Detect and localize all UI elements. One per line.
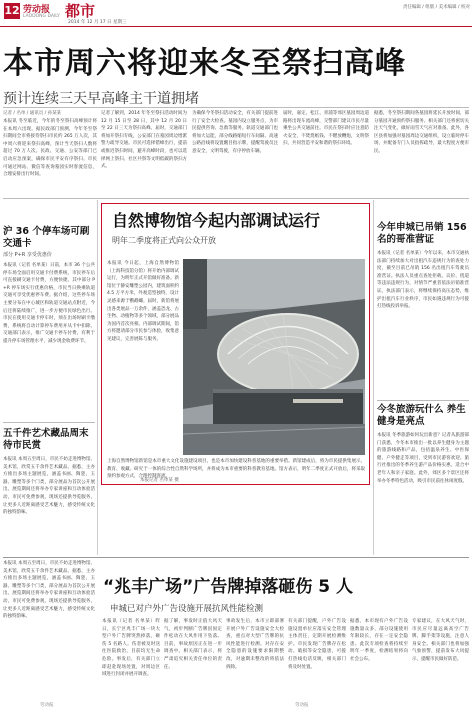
left-story2-headline: 五千件艺术藏品周末待市民赏 (3, 428, 89, 451)
divider (3, 107, 469, 108)
photo-caption: 本报记者 名单某 摄 (140, 478, 179, 483)
museum-photo (183, 259, 365, 455)
bottom-column-3: 事故发生后，本市立即部署开展户外广告设施安全大检查，重点对大型广告牌的抗风性能进行检测。对存在安全隐患的设施要求限期整改，对逾期未整改的将依法拆除。 (226, 619, 284, 670)
left-story2-body: 本报讯 本周五至周日，市民不妨走进博物馆、美术馆，欣赏五千余件艺术藏品。据悉，主办方推出多场主题展览，涵盖书画、陶瓷、玉器、雕塑等多个门类，部分展品为首次公开展出。展览期间还将举办专家讲座和互动体验活动，市民可免费参观，现场还提供导览服务，让更多人近距离感受艺术魅力，感受传统文化的独特韵味。 (3, 457, 95, 516)
lead-column-4: 届时，嘉定、松江、青浦等郊区墓园周边道路将出现车流高峰，交警部门建议市民尽量乘坐公共交通前往。市民在祭扫时应注意防火安全，不焚烧纸钱、不燃放鞭炮，文明祭扫，共同营造平安和谐的祭扫环境。 (283, 111, 369, 147)
lead-headline: 本市周六将迎来冬至祭扫高峰 (3, 46, 406, 81)
left-story2-continued: 本报讯 本周五至周日，市民不妨走进博物馆、美术馆，欣赏五千余件艺术藏品。据悉，主办方推出多场主题展览，涵盖书画、陶瓷、玉器、雕塑等多个门类，部分展品为首次公开展出。展览期间还将举办专家讲座和互动体验活动，市民可免费参观，现场还提供导览服务，让更多人近距离感受艺术魅力，感受传统文化的独特韵味。 (3, 561, 95, 620)
bottom-headline: “兆丰广场”广告牌掉落砸伤 5 人 (103, 577, 354, 597)
right-story2-body: 本报讯 冬季旅游如何玩出新意？记者从旅游部门获悉，今冬本市推出一批以养生健身为主题的旅游线路和产品，包括温泉养生、中医保健、户外健走等项目，受到市民游客欢迎。旅行社推出的冬季养生游产品价格实惠，适合中老年人和亲子家庭。此外，郊区多个景区还将举办冬季特色活动，吸引市民前往休闲度假。 (377, 433, 469, 484)
left-story1-headline: 沪 36 个停车场可刷交通卡 (3, 226, 90, 249)
bottom-column-2: 据了解，事发时正值大风天气，初步判断广告牌因固定件松动在大风作用下坠落。目前，事故原因正在进一步调查中。相关部门表示，将严肃追究相关责任单位的责任。 (164, 619, 222, 670)
issue-date: 2014 年 12 月 17 日 星期三 (68, 20, 127, 25)
lead-subheadline: 预计连续三天早高峰主干道拥堵 (3, 91, 199, 107)
editor-credits: 责任编辑 / 组版 / 美术编辑 / 校对 (402, 5, 470, 10)
boxed-headline: 自然博物馆今起内部调试运行 (112, 211, 321, 230)
lead-column-3: 为确保今冬祭扫活动安全，有关部门提前进行了安全大检查。墓园内设立服务点，为市民提供咨询、急救等服务。轨道交通部门也将加大运能，部分线路缩短行车间隔。高速公路沿线将设置醒目指示牌，提醒驾驶员注意安全，文明驾驶，有序停放车辆。 (192, 111, 278, 154)
museum-photo-illustration (183, 259, 365, 455)
column-rule (97, 200, 98, 555)
boxed-subheadline: 明年二季度将正式向公众开放 (112, 236, 216, 245)
lead-column-5: 据悉，冬至祭扫期间各墓园将延长开放时间，部分墓园开通预约祭扫服务。相关部门还将密切关注天气变化，做好雨雪天气应对准备。此外，各区县将加强对墓园周边交通组织，设立临时停车场，并配备专门人员指挥疏导，最大程度方便市民。 (374, 111, 469, 154)
section-title: 都市 (65, 2, 96, 20)
left-story1-subheadline: 部分 P+R 享受优惠价 (3, 252, 52, 258)
lead-byline: 记者 / 名单 / 通讯员 / 孙某某 (3, 111, 62, 116)
paper-name-en: LAODONG DAILY (23, 14, 60, 19)
bottom-column-1: 本报讯（记者 名单某）昨日，长宁区兆丰广场一块大型户外广告牌突然掉落，砸伤 5 名路人。伤者被及时送往医院救治，目前均无生命危险。事发后，有关部门立即赶赴现场处置，对周边区域进行封闭并展开调查。 (102, 619, 160, 678)
lead-column-2: 记者了解到，2014 年冬至祭扫活动时间为 12 月 15 日至 28 日，其中 12 月 20 日至 22 日三天为祭扫高峰。届时，交通部门将加开祭扫专线，公安部门在墓园周边增派警力疏导交通。市民可选择错峰出行，提前或推迟祭扫时间，避开高峰时段，也可以选择网上祭扫、社区共祭等文明低碳的祭扫方式。 (101, 111, 187, 170)
divider (3, 422, 95, 423)
boxed-body-bottom: 上海自然博物馆新馆是本市重大文化设施建设项目，也是本市加快建设科普基地的重要举措。新馆建成后，将为市民提供集展示、教育、收藏、研究于一体的综合性自然科学场所，并将成为本市重要的科普教育基地。馆方表示，明年二季度正式开放后，将采取预约参观方式，合理控制客流。 (107, 459, 365, 480)
bottom-subheadline: 申城已对户外广告设施开展抗风性能检测 (110, 604, 264, 614)
boxed-body-left: 本报讯 今日起，上海自然博物馆（上海科技馆分馆）将开始内部调试运行，为明年正式开馆做好准备。新馆位于静安雕塑公园内，建筑面积约 4.5 万平方米，外观造型独特，设计灵感来源于鹦鹉螺。届时，新馆将展出各类展品一万余件，涵盖恐龙、古生物、动植物等多个领域，部分展品为国内首次亮相。内部调试期间，馆方将邀请部分市民参与体验，收集意见建议，完善展陈与服务。 (107, 261, 179, 342)
lead-column-1: 本报讯 冬至临近，今年的冬至祭扫高峰预计将在本周六出现。据民政部门预测，今年冬至祭扫期间全市将接待祭扫市民约 265 万人次，其中周六将迎来祭扫高峰，预计当天祭扫人数将超过 70 万人次。民政、交通、公安等部门已启动应急预案，确保市民平安有序祭扫。市民可通过网站、微信等查询墓园实时客流信息，合理安排出行时间。 (3, 119, 97, 178)
bottom-column-6: 专家建议，在大风天气时，市民应尽量远离高空广告牌、脚手架等设施，注意人身安全。相关部门也将加强气象预警，提前发布大风提示，提醒市民做好防范。 (412, 619, 469, 662)
right-story1-body: 本报讯（记者 名单某）今年以来，本市交通执法部门持续加大对出租汽车违规行为的查处力度，截至目前已吊销 156 名出租汽车驾驶员准营证。执法人员重点查处拒载、议价、绕道等违法违规行为，对情节严重者依法吊销准营证。执法部门表示，将继续保持高压态势，维护出租汽车行业秩序，市民如遇违规行为可拨打热线投诉举报。 (377, 251, 469, 310)
right-story2-headline: 今冬旅游玩什么 养生健身是亮点 (377, 404, 466, 427)
page-number: 12 (4, 4, 20, 17)
column-rule (373, 200, 374, 555)
divider (3, 198, 469, 199)
bottom-column-4: 有关部门提醒，户外广告设施设置单位应落实安全管理主体责任，定期开展检测维护。市民发现广告牌存在松动、破损等安全隐患，可拨打热线电话反映，相关部门将及时处置。 (288, 619, 346, 670)
footer-left: 劳动报 (40, 703, 54, 708)
right-story1-headline: 今年申城已吊销 156 名的哥准营证 (377, 222, 467, 245)
divider (377, 400, 469, 401)
bottom-column-5: 据悉，本市现有户外广告设施数量众多，部分设施使用年限较长，存在一定安全隐患。此次专项检查将持续至明年一季度，检测结果将向社会公布。 (350, 619, 408, 662)
left-story1-body: 本报讯（记者 名单某）日前，本市 36 个公共停车场全面启用交通卡付费系统，市民停车后可直接刷交通卡付费，方便快捷。其中部分 P+R 停车场实行优惠价格，市民当日换乘轨道交通可享受优惠停车费。据介绍，这些停车场主要分布在中心城区和轨道交通站点附近，今后还将陆续推广，进一步方便市民绿色出行。市民在使用交通卡停车时，须在出场时刷卡缴费，系统将自动计算停车费用并从卡中扣除。交通部门表示，推广交通卡停车付费，有利于提升停车场管理水平，减少现金收费环节。 (3, 263, 95, 344)
paper-name: 劳动报 (23, 5, 51, 15)
footer-center: 劳动报 (295, 703, 309, 708)
divider (3, 557, 469, 558)
